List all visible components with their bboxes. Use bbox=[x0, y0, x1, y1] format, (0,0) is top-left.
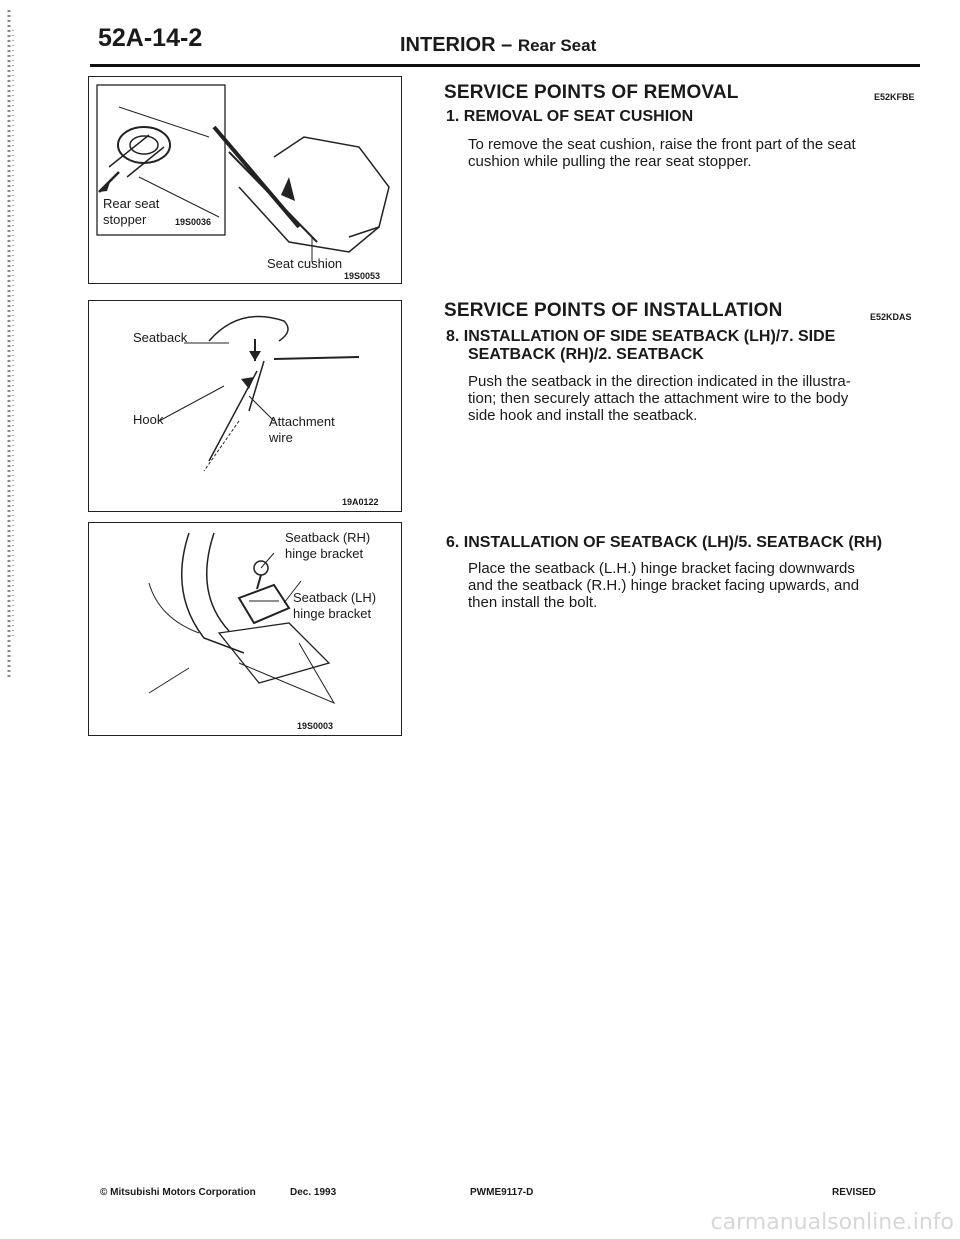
page-number: 52A-14-2 bbox=[98, 24, 203, 52]
label-hook: Hook bbox=[133, 412, 164, 427]
step8-text-line-3: side hook and install the seatback. bbox=[468, 407, 698, 424]
section-subtitle: Rear Seat bbox=[517, 36, 597, 55]
figure-seat-cushion bbox=[88, 76, 402, 284]
installation-code: E52KDAS bbox=[870, 312, 912, 322]
seat-cushion-illustration bbox=[89, 77, 401, 283]
label-rear-seat: Rear seat bbox=[103, 196, 160, 211]
footer-date: Dec. 1993 bbox=[290, 1187, 337, 1198]
watermark: carmanualsonline.info bbox=[710, 1210, 954, 1235]
footer-status: REVISED bbox=[832, 1187, 876, 1198]
figure-seatback-attachment bbox=[88, 300, 402, 512]
step8-title-line-2: SEATBACK (RH)/2. SEATBACK bbox=[468, 346, 704, 363]
removal-text-line-2: cushion while pulling the rear seat stopper. bbox=[468, 153, 752, 170]
step6-text-line-2: and the seatback (R.H.) hinge bracket facing upwards, and bbox=[468, 577, 860, 594]
label-stopper: stopper bbox=[103, 212, 147, 227]
removal-step-title: 1. REMOVAL OF SEAT CUSHION bbox=[446, 108, 694, 125]
inset-figure-code: 19S0036 bbox=[175, 217, 212, 227]
footer-copyright: © Mitsubishi Motors Corporation bbox=[100, 1187, 256, 1198]
footer-doc-id: PWME9117-D bbox=[470, 1187, 534, 1198]
section-name: INTERIOR bbox=[400, 34, 496, 56]
title-separator: – bbox=[501, 34, 513, 56]
step6-text-line-1: Place the seatback (L.H.) hinge bracket facing downwards bbox=[468, 560, 855, 577]
label-rh-bracket-line-1: Seatback (RH) bbox=[285, 530, 371, 545]
step8-title-line-1: 8. INSTALLATION OF SIDE SEATBACK (LH)/7. SIDE bbox=[446, 328, 836, 345]
binding-edge bbox=[0, 0, 18, 700]
label-wire: wire bbox=[269, 430, 293, 445]
step8-text-line-2: tion; then securely attach the attachment wire to the body bbox=[468, 390, 849, 407]
figure-code: 19A0122 bbox=[342, 497, 379, 507]
figure-code: 19S0053 bbox=[344, 271, 381, 281]
label-lh-bracket-line-2: hinge bracket bbox=[293, 606, 372, 621]
step8-text-line-1: Push the seatback in the direction indicated in the illustra- bbox=[468, 373, 851, 390]
removal-code: E52KFBE bbox=[874, 92, 915, 102]
page-title bbox=[400, 34, 596, 57]
removal-text-line-1: To remove the seat cushion, raise the front part of the seat bbox=[468, 136, 856, 153]
figure-code: 19S0003 bbox=[297, 721, 334, 731]
label-rh-bracket-line-2: hinge bracket bbox=[285, 546, 364, 561]
step6-title: 6. INSTALLATION OF SEATBACK (LH)/5. SEATBACK (RH) bbox=[446, 534, 883, 551]
step6-text-line-3: then install the bolt. bbox=[468, 594, 598, 611]
installation-heading: SERVICE POINTS OF INSTALLATION bbox=[444, 300, 783, 321]
figure-hinge-brackets bbox=[88, 522, 402, 736]
label-seatback: Seatback bbox=[133, 330, 188, 345]
header-rule bbox=[90, 64, 920, 67]
label-lh-bracket-line-1: Seatback (LH) bbox=[293, 590, 377, 605]
removal-heading: SERVICE POINTS OF REMOVAL bbox=[444, 82, 739, 103]
label-attachment: Attachment bbox=[269, 414, 335, 429]
label-seat-cushion: Seat cushion bbox=[267, 256, 343, 271]
